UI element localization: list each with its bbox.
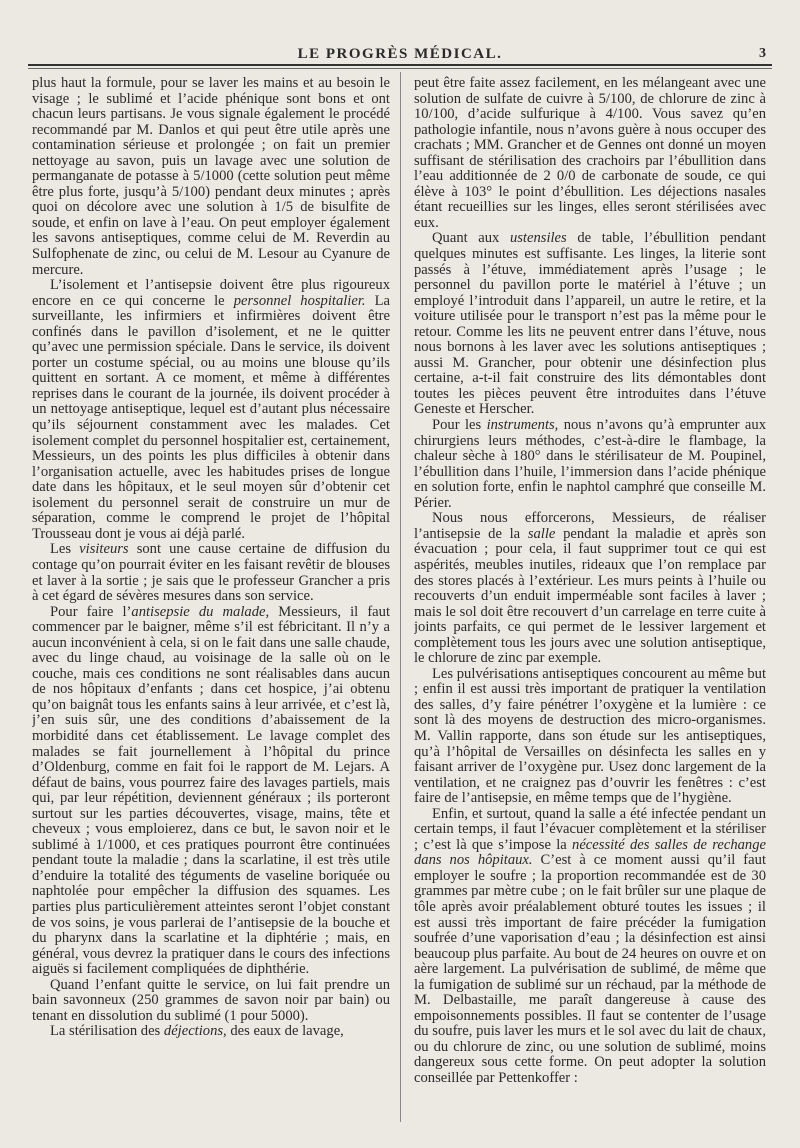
- paragraph: Pour les instruments, nous n’avons qu’à emprunter aux chirurgiens leurs méthodes, c’est-à-dire le flambage, la chaleur sèche à 180° dans le stérilisateur de M. Poupinel, l’ébullition dans l’huile, l’immersion dans l’acide phénique en solution forte, enfin le naphtol camphré que conseille M. Périer.: [414, 417, 766, 511]
- page-header: [28, 38, 772, 66]
- paragraph: Pour faire l’antisepsie du malade, Messieurs, il faut commencer par le baigner, même s’il est fébricitant. Il n’y a aucun inconvénient à cela, si on le fait dans une salle chaude, avec du linge chaud, au voisinage de la salle où on le couche, mais ces conditions ne sont réalisables dans aucun de nos hôpitaux d’enfants ; dans cet hospice, j’ai obtenu qu’on baignât tous les enfants sains à leur arrivée, et c’est là, j’en suis sûr, une des conditions d’abaissement de la morbidité dans cet établissement. Le lavage complet des malades se fait journellement à l’hôpital du prince d’Oldenburg, comme en fait foi le rapport de M. Lejars. A défaut de bains, vous pourrez faire des lavages partiels, mais qui, par leur répétition, deviennent généraux ; ils porteront surtout sur les parties découvertes, visage, mains, tête et cheveux ; vous emploierez, dans ce but, le savon noir et le sublimé à 1/1000, et ces pratiques pourront être continuées pendant toute la maladie ; dans la scarlatine, il est très utile d’enduire la totalité des téguments de vaseline boriquée ou naphtolée pour empêcher la diffusion des squames. Les parties plus particulièrement atteintes seront l’objet constant de vos soins, je vous parlerai de l’antisepsie de la bouche et du pharynx dans la scarlatine et la diphtérie ; mais, en général, vous devrez la pratiquer dans le cours des infections aiguës si facilement compliquées de diphthérie.: [32, 603, 390, 978]
- page-number: 3: [759, 46, 766, 61]
- paragraph: L’isolement et l’antisepsie doivent être plus rigoureux encore en ce qui concerne le personnel hospitalier. La surveillante, les infirmiers et infirmières doivent être confinés dans le pavillon d’isolement, et ne le quitter qu’avec une permission spéciale. Dans le service, ils doivent porter un costume spécial, ou au moins une blouse qu’ils quittent en sortant. A ce moment, et même à différentes reprises dans le courant de la journée, ils doivent procéder à un nettoyage antiseptique, lequel est d’autant plus nécessaire qu’ils séjournent constamment avec les malades. Cet isolement complet du personnel hospitalier est, certainement, Messieurs, un des points les plus difficiles à obtenir dans l’organisation actuelle, avec les habitudes prises de longue date dans les hôpitaux, et le seul moyen sûr d’obtenir cet isolement du personnel serait de construire un mur de séparation, comme le comprend le projet de l’hôpital Trousseau dont je vous ai déjà parlé.: [32, 277, 390, 542]
- paragraph: Nous nous efforcerons, Messieurs, de réaliser l’antisepsie de la salle pendant la maladie et après son évacuation ; pour cela, il faut supprimer tout ce qui est aspérités, meubles inutiles, rideaux que l’on remplace par des stores placés à l’extérieur. Les murs peints à l’huile ou recouverts d’un enduit imperméable sont faciles à laver ; mais le sol doit être recouvert d’un carrelage en terre cuite à joints parfaits, ce qui permet de le lessiver largement et complètement tous les jours avec une solution antiseptique, le chlorure de zinc par exemple.: [414, 510, 766, 667]
- column-divider: [400, 72, 401, 1122]
- paragraph: peut être faite assez facilement, en les mélangeant avec une solution de sulfate de cuivre à 5/100, de chlorure de zinc à 10/100, d’acide sulfurique à 4/100. Vous savez qu’en pathologie infantile, nous n’avons guère à nous occuper des crachats ; MM. Grancher et de Gennes ont donné un moyen suffisant de stérilisation des crachoirs par l’ébullition dans l’eau additionnée de 2 0/0 de carbonate de soude, ce qui élève à 103° le point d’ébullition. Les déjections nasales étant recueillies sur les linges, elles seront stérilisées avec eux.: [414, 76, 766, 231]
- paragraph: Enfin, et surtout, quand la salle a été infectée pendant un certain temps, il faut l’évacuer complètement et la stériliser ; c’est là que s’impose la nécessité des salles de rechange dans nos hôpitaux. C’est à ce moment aussi qu’il faut employer le soufre ; la proportion recommandée est de 30 grammes par mètre cube ; on le fait brûler sur une plaque de tôle après avoir préalablement obturé toutes les issues ; il est aussi très important de faire précéder la fumigation soufrée d’une vaporisation d’eau ; la désinfection est ainsi beaucoup plus parfaite. Au bout de 24 heures on ouvre et on aère largement. La pulvérisation de sublimé, de même que la fumigation de sublimé sur un réchaud, par la méthode de M. Delbastaille, me paraît dangereuse à cause des empoisonnements possibles. Il faut se contenter de l’usage du soufre, puis laver les murs et le sol avec du lait de chaux, ou du chlorure de zinc, ou une solution de sublimé, moins dangereux sous cette forme. On peut adopter la solution conseillée par Pettenkoffer :: [414, 805, 766, 1086]
- paragraph: Quand l’enfant quitte le service, on lui fait prendre un bain savonneux (250 grammes de savon noir par bain) ou tenant en dissolution du sublimé (1 pour 5000).: [32, 976, 390, 1024]
- left-column: [32, 76, 390, 1126]
- journal-title: LE PROGRÈS MÉDICAL.: [297, 46, 503, 62]
- paragraph: Les pulvérisations antiseptiques concourent au même but ; enfin il est aussi très important de pratiquer la ventilation des salles, d’y faire pénétrer l’oxygène et la lumière : ce sont là des moyens de destruction des micro-organismes. M. Vallin rapporte, dans son étude sur les antiseptiques, qu’à l’hôpital de Versailles on désinfecta les salles en y faisant arriver de l’oxygène pur. Usez donc largement de la ventilation, et ne craignez pas d’ouvrir les fenêtres : c’est faire de l’antisepsie, en même temps que de l’hygiène.: [414, 665, 766, 807]
- paragraph: La stérilisation des déjections, des eaux de lavage,: [50, 1023, 344, 1040]
- paragraph: Les visiteurs sont une cause certaine de diffusion du contage qu’on pourrait éviter en les faisant revêtir de blouses et laver à la sortie ; je sais que le professeur Grancher a pris à cet égard de sévères mesures dans son service.: [32, 541, 390, 605]
- right-column: [414, 76, 766, 1126]
- header-rule-thick: [28, 64, 772, 66]
- header-rule-thin: [28, 68, 772, 69]
- paragraph: Quant aux ustensiles de table, l’ébullition pendant quelques minutes est suffisante. Les linges, la literie sont passés à l’étuve, immédiatement après l’usage ; le personnel du pavillon porte le matériel à l’étuve ; un employé l’introduit dans l’appareil, un autre le retire, et la voiture utilisée pour le transport n’est pas la même pour le retour. Comme les lits ne peuvent entrer dans l’étuve, nous nous bornons à les laver avec les solutions antiseptiques ; aussi M. Grancher, pour obtenir une désinfection plus certaine, a-t-il fait construire des lits démontables dont toutes les pièces peuvent être introduites dans l’étuve Geneste et Herscher.: [414, 230, 766, 418]
- paragraph: plus haut la formule, pour se laver les mains et au besoin le visage ; le sublimé et l’acide phénique sont bons et ont chacun leurs partisans. Je vous signale également le procédé recommandé par M. Danlos et qui peut être utile après une contamination sérieuse et prolongée ; on fait un premier nettoyage au savon, puis un lavage avec une solution de permanganate de potasse à 5/1000 (cette solution peut même être plus forte, jusqu’à 5/100) pendant deux minutes ; après quoi on décolore avec une solution à 1/5 de bisulfite de soude, et enfin on lave à l’eau. On peut employer également les savons antiseptiques, comme celui de M. Reverdin au Sulfophenate de zinc, ou celui de M. Lesour au Cyanure de mercure.: [32, 76, 390, 278]
